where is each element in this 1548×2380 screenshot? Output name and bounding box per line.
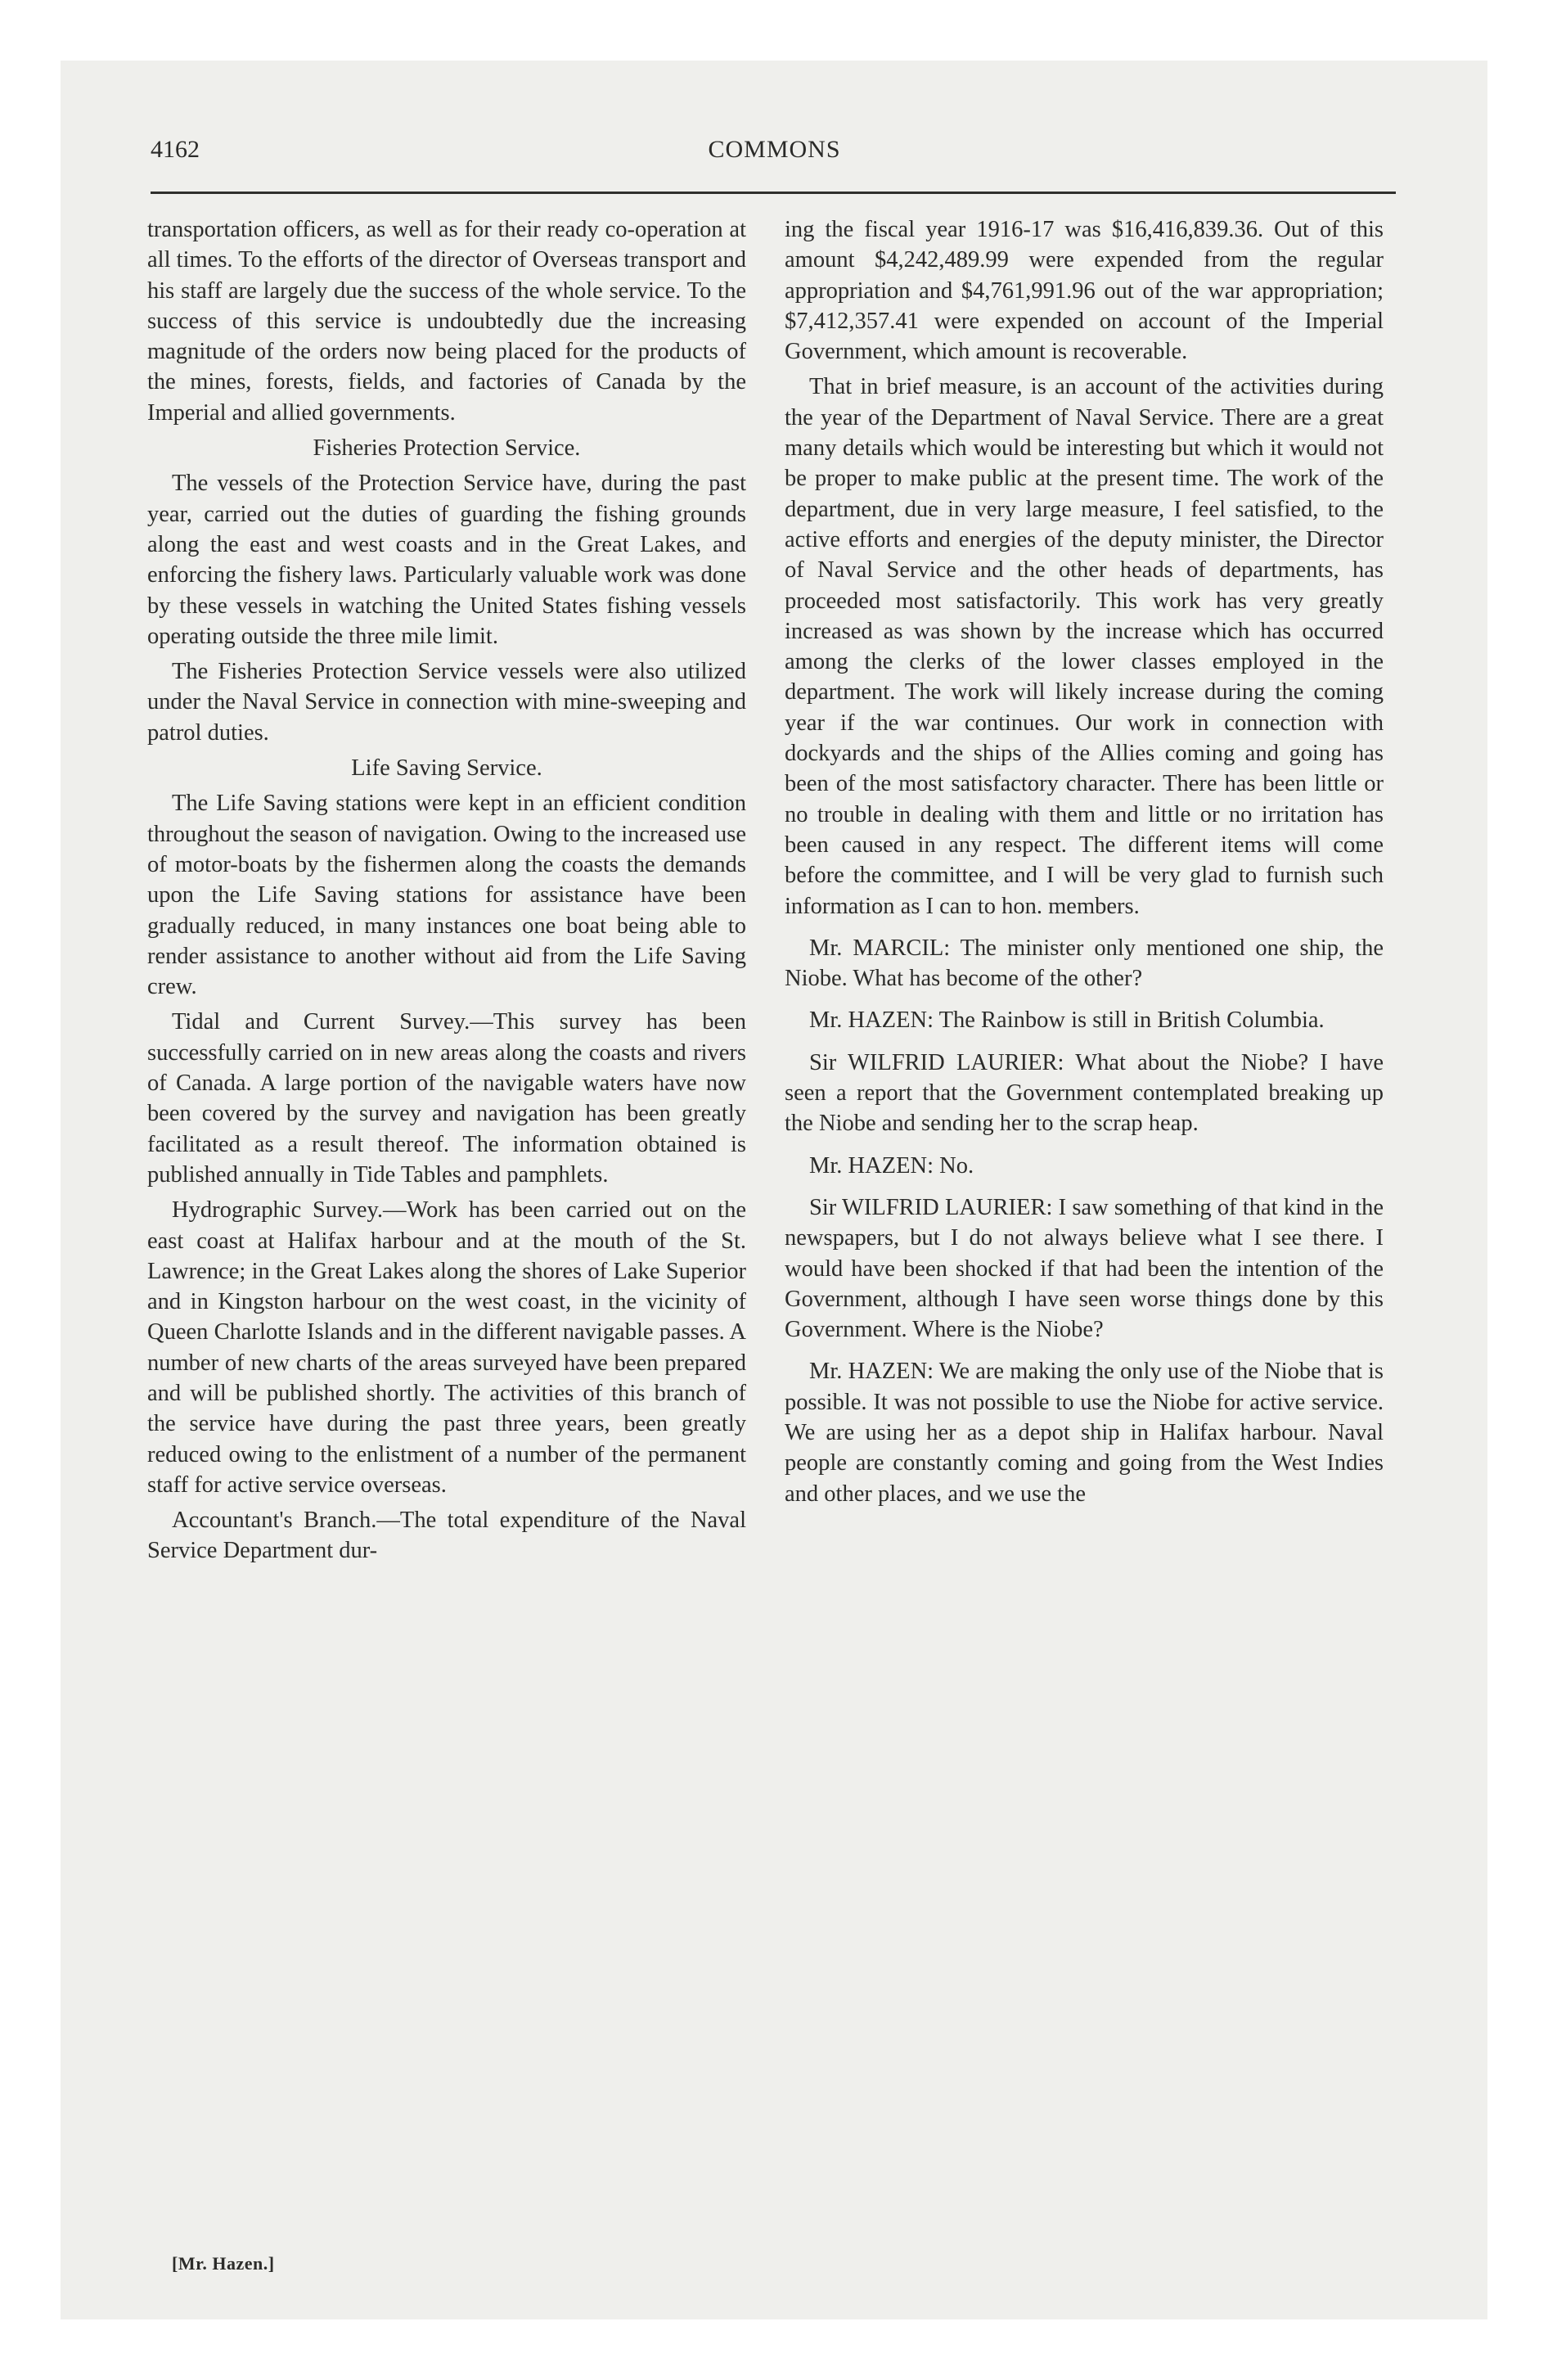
right-column xyxy=(785,214,1384,1514)
paragraph: Mr. HAZEN: The Rainbow is still in British Columbia. xyxy=(809,1007,1325,1034)
section-heading: Fisheries Protection Service. xyxy=(313,435,581,462)
paragraph: Accountant's Branch.—The total expenditure of the Naval Service Department dur- xyxy=(147,1508,746,1564)
paragraph: Tidal and Current Survey.—This survey has been successfully carried on in new areas along the coasts and rivers of Canada. A large portion of the navigable waters have now been covered by the survey and navigation has been greatly facilitated as a result thereof. The information obtained is published annually in Tide Tables and pamphlets. xyxy=(147,1009,746,1188)
paragraph: The vessels of the Protection Service have, during the past year, carried out the duties of guarding the fishing grounds along the east and west coasts and in the Great Lakes, and enforcing the fishery laws. Particularly valuable work was done by these vessels in watching the United States fishing vessels operating outside the three mile limit. xyxy=(147,471,746,649)
paragraph: Sir WILFRID LAURIER: I saw something of that kind in the newspapers, but I do not always believe what I see there. I would have been shocked if that had been the intention of the Government, although I have seen worse things done by this Government. Where is the Niobe? xyxy=(785,1194,1384,1343)
paragraph: Mr. HAZEN: No. xyxy=(809,1152,974,1179)
paragraph: That in brief measure, is an account of the activities during the year of the Department of Naval Service. There are a great many details which would be interesting but which it would not be proper to make public at the present time. The work of the department, due in very large measure, I feel satisfied, to the active efforts and energies of the deputy minister, the Director of Naval Service and the other heads of departments, has proceeded most satisfactorily. This work has very greatly increased as was shown by the increase which has occurred among the clerks of the lower classes employed in the department. The work will likely increase during the coming year if the war continues. Our work in connection with dockyards and the ships of the Allies coming and going has been of the most satisfactory character. There has been little or no trouble in dealing with them and little or no irritation has been caused in any respect. The different items will come before the committee, and I will be very glad to furnish such information as I can to hon. members. xyxy=(785,374,1384,919)
paragraph: Hydrographic Survey.—Work has been carried out on the east coast at Halifax harbour and at the mouth of the St. Lawrence; in the Great Lakes along the shores of Lake Superior and in Kingston harbour on the west coast, in the vicinity of Queen Charlotte Islands and in the different navigable passes. A number of new charts of the areas surveyed have been prepared and will be published shortly. The activities of this branch of the service have during the past three years, been greatly reduced owing to the enlistment of a number of the permanent staff for active service overseas. xyxy=(147,1197,746,1498)
paragraph: Mr. HAZEN: We are making the only use of the Niobe that is possible. It was not possible to use the Niobe for active service. We are using her as a depot ship in Halifax harbour. Naval people are constantly coming and going from the West Indies and other places, and we use the xyxy=(785,1359,1384,1507)
page-number: 4162 xyxy=(151,136,200,163)
paragraph: transportation officers, as well as for their ready co-operation at all times. To the efforts of the director of Overseas transport and his staff are largely due the success of the whole service. To the success of this service is undoubtedly due the increasing magnitude of the orders now being placed for the products of the mines, forests, fields, and factories of Canada by the Imperial and allied governments. xyxy=(147,217,746,426)
paragraph: Sir WILFRID LAURIER: What about the Niobe? I have seen a report that the Government contemplated breaking up the Niobe and sending her to the scrap heap. xyxy=(785,1049,1384,1137)
paragraph: Mr. MARCIL: The minister only mentioned one ship, the Niobe. What has become of the other? xyxy=(785,935,1384,992)
running-header xyxy=(151,136,1398,185)
left-column xyxy=(147,214,746,1571)
paragraph: ing the fiscal year 1916-17 was $16,416,839.36. Out of this amount $4,242,489.99 were expended from the regular appropriation and $4,761,991.96 out of the war appropriation; $7,412,357.41 were expended on account of the Imperial Government, which amount is recoverable. xyxy=(785,217,1384,365)
section-heading: Life Saving Service. xyxy=(351,755,542,782)
paragraph: The Life Saving stations were kept in an efficient condition throughout the season of navigation. Owing to the increased use of motor-boats by the fishermen along the coasts the demands upon the Life Saving stations for assistance have been gradually reduced, in many instances one boat being able to render assistance to another without aid from the Life Saving crew. xyxy=(147,791,746,1000)
scanned-page xyxy=(61,61,1487,2319)
speaker-tag: [Mr. Hazen.] xyxy=(172,2253,275,2274)
header-title: COMMONS xyxy=(708,136,841,163)
header-rule xyxy=(151,192,1396,194)
paragraph: The Fisheries Protection Service vessels were also utilized under the Naval Service in connection with mine-sweeping and patrol duties. xyxy=(147,659,746,746)
